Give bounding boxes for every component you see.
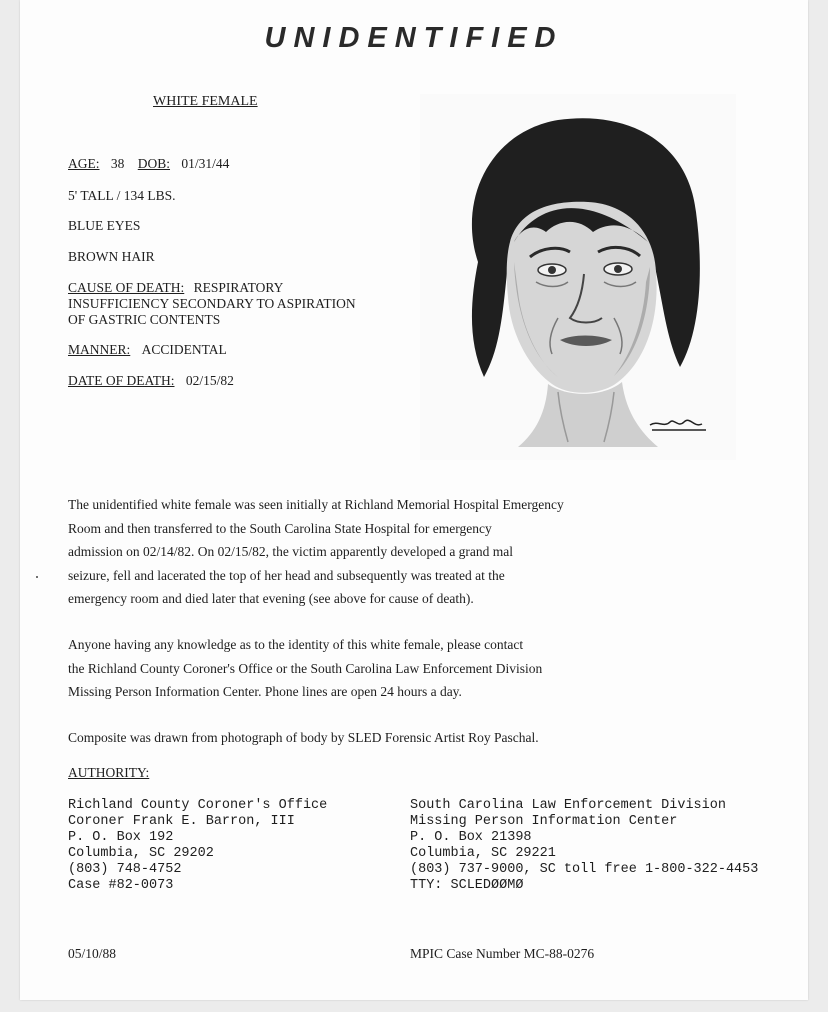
dod-label: DATE OF DEATH:: [68, 373, 175, 388]
composite-sketch-icon: [418, 92, 738, 462]
footer-date: 05/10/88: [68, 946, 117, 961]
authority-label: AUTHORITY:: [68, 765, 150, 780]
address-line: (803) 737-9000, SC toll free 1-800-322-4453: [410, 862, 759, 877]
dob-value: 01/31/44: [181, 156, 230, 171]
address-line: (803) 748-4752: [68, 862, 182, 877]
manner-label: MANNER:: [68, 342, 131, 357]
address-line: South Carolina Law Enforcement Division: [410, 798, 726, 813]
address-line: Coroner Frank E. Barron, III: [68, 814, 295, 829]
dod-value: 02/15/82: [185, 373, 234, 388]
speck: [36, 576, 38, 578]
eye-color: BLUE EYES: [68, 218, 141, 233]
date-of-death-line: [68, 373, 234, 389]
page-title: UNIDENTIFIED: [264, 22, 564, 54]
paragraph-line: seizure, fell and lacerated the top of her head and subsequently was treated at the: [68, 567, 505, 583]
footer-case-number: MPIC Case Number MC-88-0276: [410, 946, 595, 961]
incident-paragraph: [68, 493, 758, 611]
address-line: Case #82-0073: [68, 878, 174, 893]
cause-label: CAUSE OF DEATH:: [68, 280, 185, 295]
address-line: TTY: SCLEDØØMØ: [410, 878, 524, 893]
paragraph-line: the Richland County Coroner's Office or the South Carolina Law Enforcement Division: [68, 660, 543, 676]
contact-paragraph: [68, 633, 758, 704]
address-line: Richland County Coroner's Office: [68, 798, 328, 813]
paragraph-line: emergency room and died later that evening (see above for cause of death).: [68, 591, 474, 606]
subject-descriptor: WHITE FEMALE: [153, 94, 258, 109]
address-line: P. O. Box 21398: [410, 830, 532, 845]
paragraph-line: admission on 02/14/82. On 02/15/82, the victim apparently developed a grand mal: [68, 544, 514, 559]
age-value: 38: [110, 156, 125, 171]
document-page: [20, 0, 808, 1000]
address-line: Missing Person Information Center: [410, 814, 678, 829]
age-label: AGE:: [68, 156, 100, 171]
composite-credit: Composite was drawn from photograph of body by SLED Forensic Artist Roy Paschal.: [68, 730, 539, 745]
paragraph-line: Missing Person Information Center. Phone lines are open 24 hours a day.: [68, 684, 462, 699]
paragraph-line: Anyone having any knowledge as to the identity of this white female, please contact: [68, 637, 524, 652]
address-line: Columbia, SC 29202: [68, 846, 214, 861]
cause-of-death: [68, 280, 398, 328]
coroner-address: [68, 798, 327, 894]
cause-line1: RESPIRATORY: [193, 280, 284, 295]
address-line: P. O. Box 192: [68, 830, 174, 845]
sled-address: [410, 798, 758, 894]
cause-line3: OF GASTRIC CONTENTS: [68, 312, 221, 327]
manner-line: [68, 342, 227, 358]
manner-value: ACCIDENTAL: [141, 342, 227, 357]
paragraph-line: The unidentified white female was seen initially at Richland Memorial Hospital Emergency: [68, 497, 564, 512]
height-weight: 5' TALL / 134 LBS.: [68, 188, 176, 203]
dob-label: DOB:: [137, 156, 171, 171]
address-line: Columbia, SC 29221: [410, 846, 556, 861]
hair-color: BROWN HAIR: [68, 249, 155, 264]
cause-line2: INSUFFICIENCY SECONDARY TO ASPIRATION: [68, 296, 356, 311]
paragraph-line: Room and then transferred to the South Carolina State Hospital for emergency: [68, 520, 492, 536]
age-dob-line: [68, 156, 229, 172]
